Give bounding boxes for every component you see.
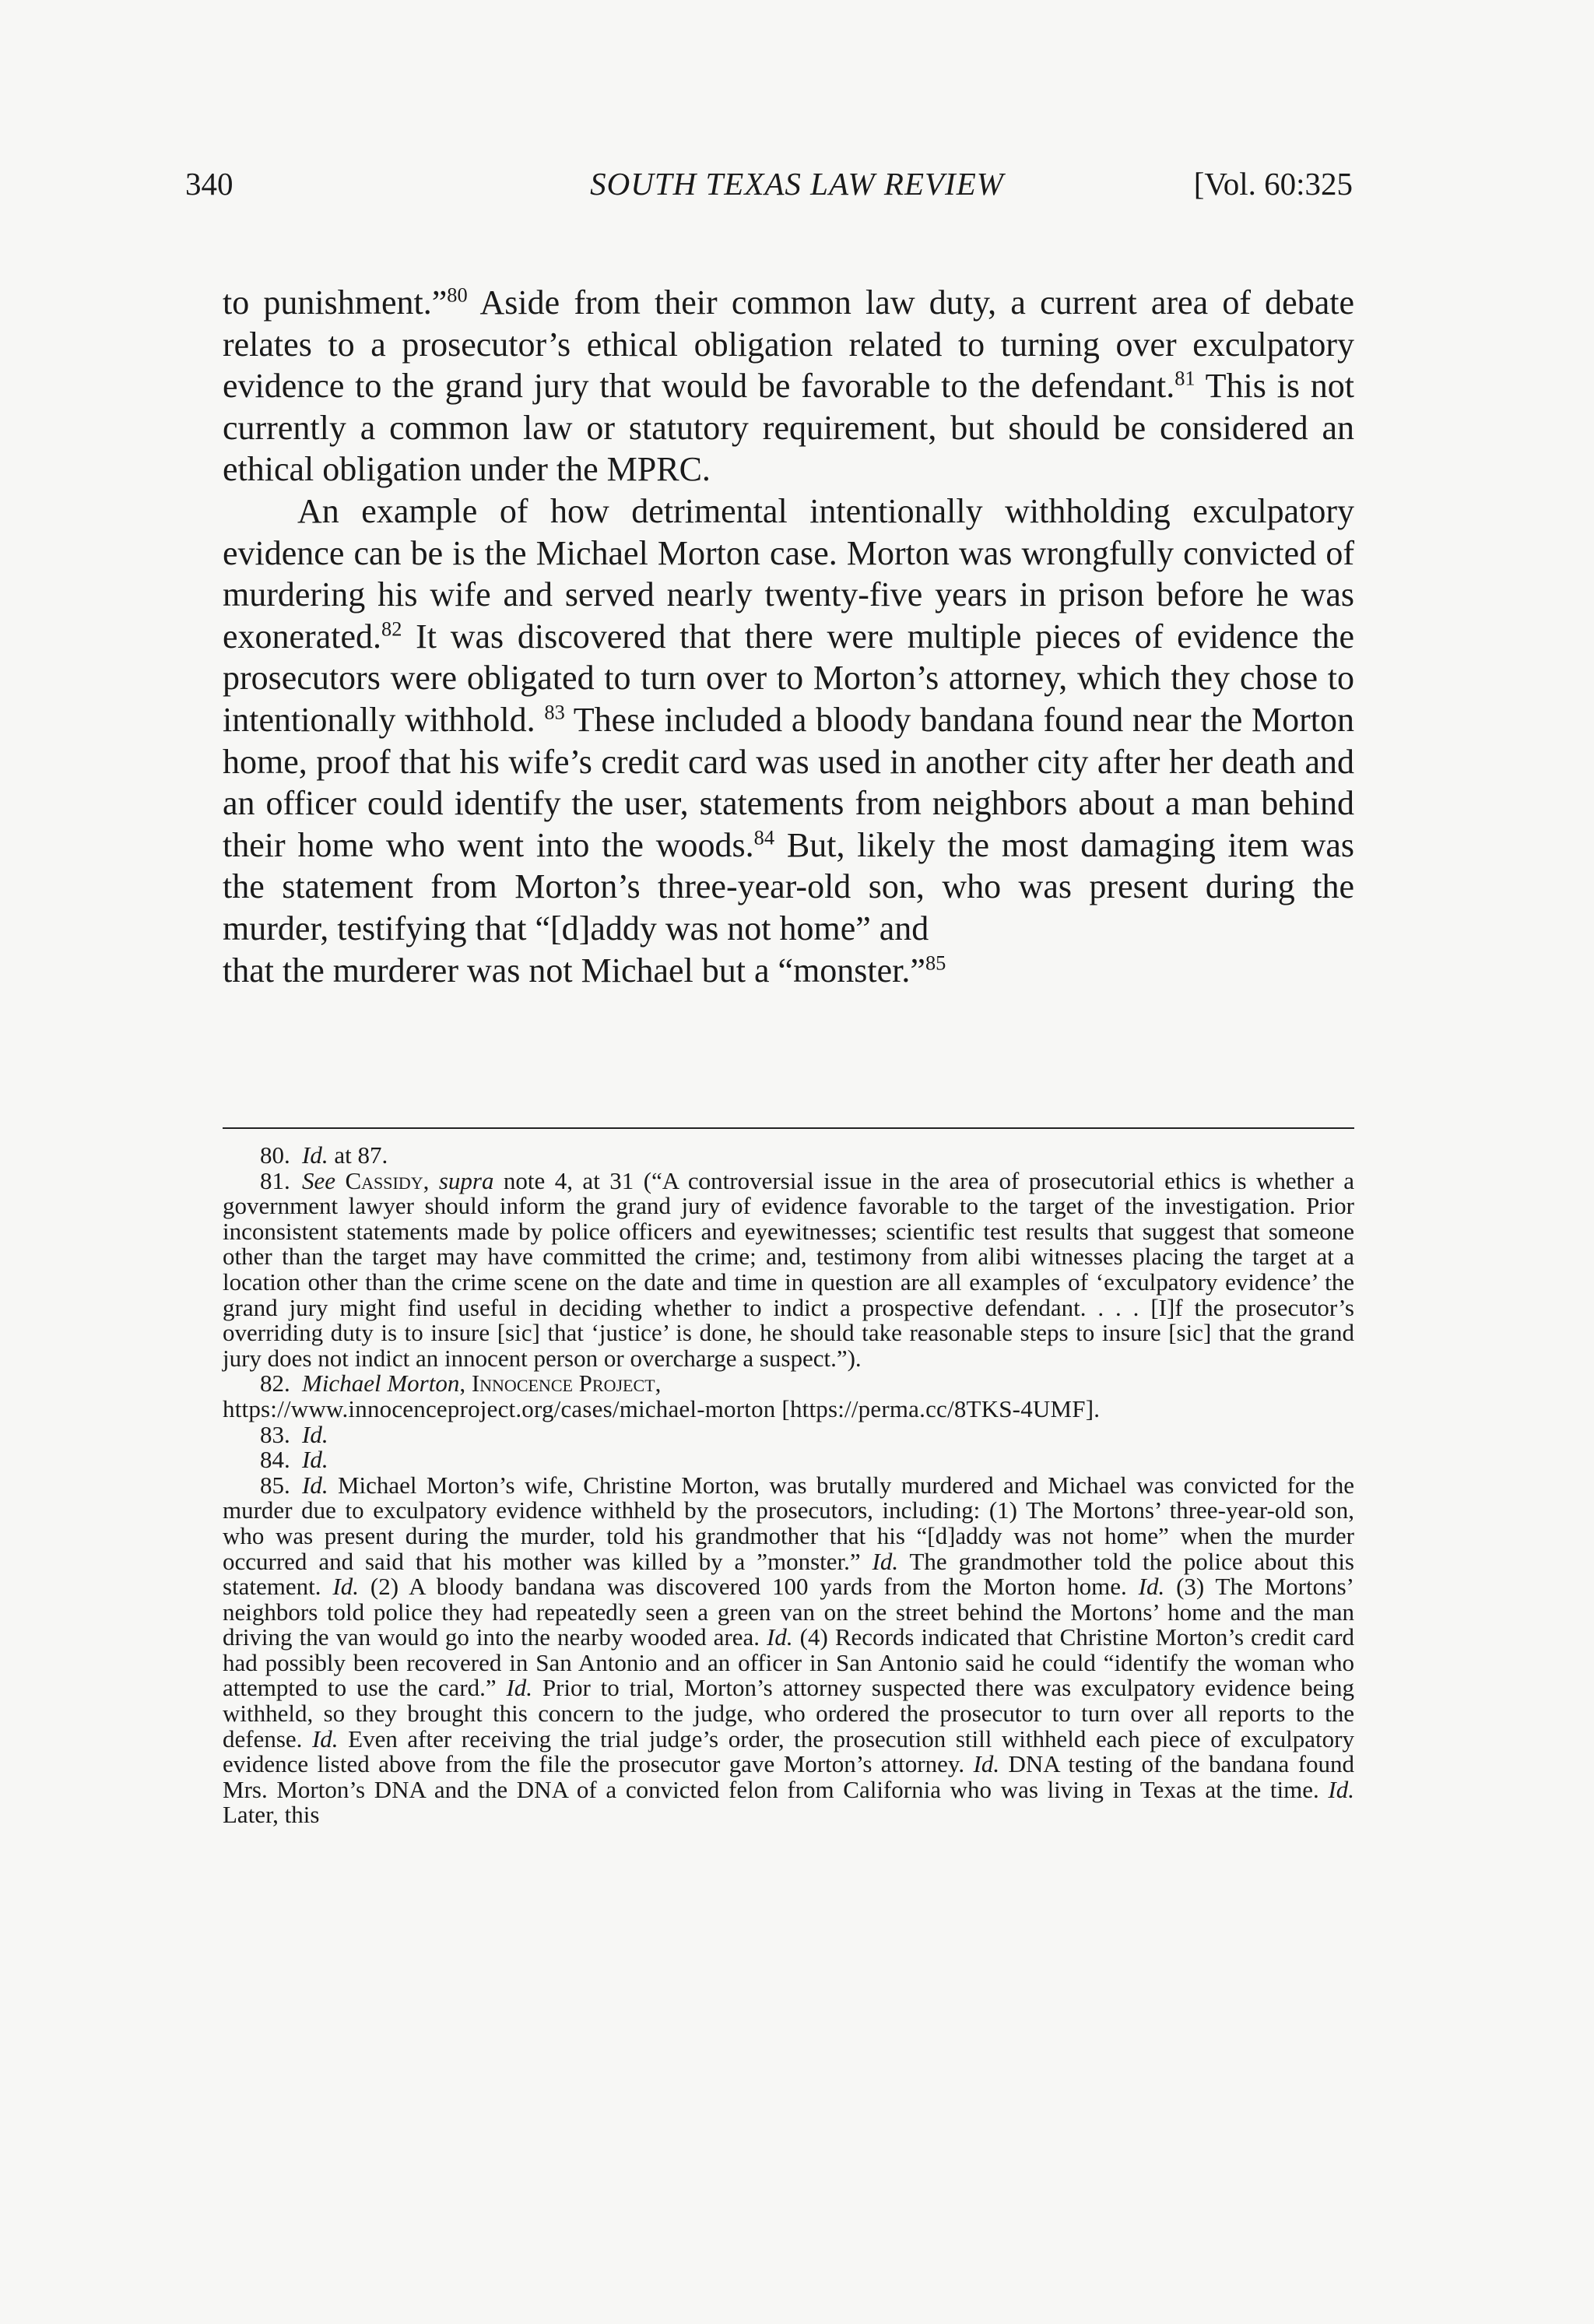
footnote-80: 80. Id. at 87.	[260, 1141, 388, 1169]
volume-citation: [Vol. 60:325	[1193, 166, 1353, 202]
source-publisher: Innocence Project	[471, 1369, 655, 1398]
footnote-ref-82: 82	[381, 617, 402, 641]
footnote-ref-84: 84	[753, 825, 775, 849]
footnote-85: 85. Id. Michael Morton’s wife, Christine Morton, was brutally murdered and Michael was convicted for the murder due to exculpatory evidence withheld by the prosecutors, including: (1) The Mortons’ three-year-old son, who was present during the murder, told his grandmother that his “[d]addy was not home” when the murder occurred and said that his mother was killed by a ”monster.” Id. The grandmother told the police about this statement. Id. (2) A bloody bandana was discovered 100 yards from the Morton home. Id. (3) The Mortons’ neighbors told police they had repeatedly seen a green van on the street behind the Mortons’ home and the man driving the van would go into the nearby wooded area. Id. (4) Records indicated that Christine Morton’s credit card had possibly been recovered in San Antonio and an officer in San Antonio said he could “identify the woman who attempted to use the card.” Id. Prior to trial, Morton’s attorney suspected there was exculpatory evidence being withheld, so they brought this concern to the judge, who ordered the prosecutor to turn over all reports to the defense. Id. Even after receiving the trial judge’s order, the prosecution still withheld each piece of exculpatory evidence listed above from the file the prosecutor gave Morton’s attorney. Id. DNA testing of the bandana found Mrs. Morton’s DNA and the DNA of a convicted felon from California who was living in Texas at the time. Id. Later, this	[223, 1471, 1355, 1829]
footnote-81: 81. See Cassidy, supra note 4, at 31 (“A controversial issue in the area of prosecutorial ethics is whether a government lawyer should inform the grand jury of evidence favorable to the target of the investigation. Prior inconsistent statements made by police officers and eyewitnesses; scientific test results that suggest that someone other than the target may have committed the crime; and, testimony from alibi witnesses placing the target at a location other than the crime scene on the date and time in question are all examples of ‘exculpatory evidence’ the grand jury might find useful in deciding whether to indict a prospective defendant. . . . [I]f the prosecutor’s overriding duty is to insure [sic] that ‘justice’ is done, he should take reasonable steps to insure [sic] that the grand jury does not indict an innocent person or overcharge a suspect.”).	[223, 1166, 1355, 1372]
footnote-ref-85: 85	[925, 950, 946, 974]
source-title: Michael Morton	[302, 1369, 460, 1398]
footnote-83: 83. Id.	[260, 1420, 328, 1448]
journal-title: SOUTH TEXAS LAW REVIEW	[590, 166, 1004, 202]
author-name: Cassidy	[345, 1166, 423, 1194]
footnote-divider	[223, 1127, 1354, 1129]
paragraph-2: An example of how detrimental intentionally withholding exculpatory evidence can be is the Michael Morton case. Morton was wrongfully convicted of murdering his wife and served nearly twenty-five years in prison before he was exonerated.$^{82}$ It was discovered that there were multiple pieces of evidence the prosecutors were obligated to turn over to Morton’s attorney, which they chose to intentionally withhold. $^{83}$ These included a bloody bandana found near the Morton home, proof that his wife’s credit card was used in another city after her death and an officer could identify the user, statements from neighbors about a man behind their home who went into the woods.$^{84}$ But, likely the most damaging item was the statement from Morton’s three-year-old son, who was present during the murder, testifying that “[d]addy was not home” and that the murderer was not Michael but a “monster.”$^{85}$	[223, 491, 1354, 990]
footnote-ref-81: 81	[1174, 366, 1196, 390]
body-text	[223, 282, 1354, 991]
page-number: 340	[185, 166, 233, 202]
footnotes	[223, 1143, 1354, 1828]
footnote-82: 82. Michael Morton, Innocence Project, https://www.innocenceproject.org/cases/michael-morton [https://perma.cc/8TKS-4UMF].	[223, 1369, 1101, 1422]
footnote-84: 84. Id.	[260, 1446, 328, 1474]
footnote-ref-80: 80	[447, 283, 468, 307]
paragraph-1: to punishment.”$^{80}$ Aside from their common law duty, a current area of debate relates to a prosecutor’s ethical obligation related to turning over exculpatory evidence to the grand jury that would be favorable to the defendant.$^{81}$ This is not currently a common law or statutory requirement, but should be considered an ethical obligation under the MPRC.	[223, 283, 1354, 489]
running-header	[0, 165, 1594, 212]
source-url[interactable]: https://www.innocenceproject.org/cases/michael-morton [https://perma.cc/8TKS-4UMF].	[223, 1394, 1101, 1422]
footnote-ref-83: 83	[544, 700, 565, 724]
